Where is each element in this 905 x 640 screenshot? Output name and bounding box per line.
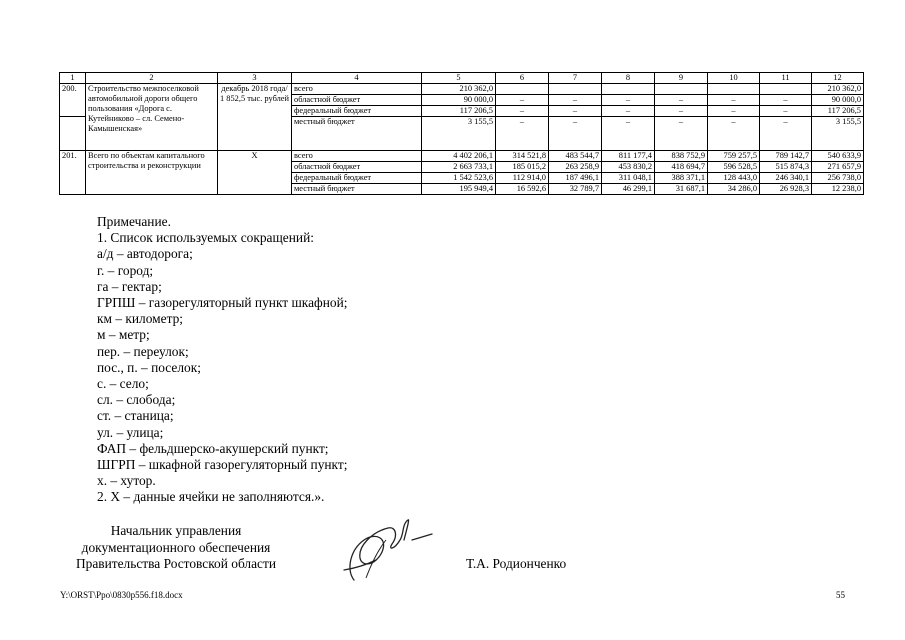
value-cell: – [760, 106, 812, 117]
value-cell: – [496, 117, 549, 151]
note-line: га – гектар; [97, 278, 162, 294]
signatory-position [60, 523, 292, 573]
value-cell: 263 258,9 [549, 162, 602, 173]
value-cell [708, 84, 760, 95]
value-cell: – [655, 117, 708, 151]
value-cell: 838 752,9 [655, 151, 708, 162]
header-cell: 2 [86, 73, 218, 84]
value-cell: 26 928,3 [760, 184, 812, 195]
value-cell: 453 830,2 [602, 162, 655, 173]
value-cell: 271 657,9 [812, 162, 864, 173]
value-cell: 90 000,0 [422, 95, 496, 106]
value-cell: 16 592,6 [496, 184, 549, 195]
value-cell: – [655, 106, 708, 117]
value-cell: 2 663 733,1 [422, 162, 496, 173]
value-cell: 3 155,5 [812, 117, 864, 151]
value-cell: 195 949,4 [422, 184, 496, 195]
note-line: ФАП – фельдшерско-акушерский пункт; [97, 440, 329, 456]
value-cell [760, 84, 812, 95]
note-line: с. – село; [97, 376, 149, 392]
value-cell: – [708, 117, 760, 151]
header-cell: 1 [60, 73, 86, 84]
value-cell: 32 789,7 [549, 184, 602, 195]
position-line: Начальник управления [110, 523, 242, 538]
value-cell [602, 84, 655, 95]
row-number-empty [60, 117, 86, 151]
header-cell: 4 [292, 73, 422, 84]
value-cell: 117 206,5 [422, 106, 496, 117]
value-cell: 210 362,0 [812, 84, 864, 95]
value-cell: 256 738,0 [812, 173, 864, 184]
value-cell: 388 371,1 [655, 173, 708, 184]
source-label: всего [292, 84, 422, 95]
source-label: местный бюджет [292, 184, 422, 195]
value-cell: – [549, 95, 602, 106]
value-cell: – [760, 117, 812, 151]
note-block [97, 214, 347, 506]
note-line: 2. Х – данные ячейки не заполняются.». [97, 489, 325, 505]
value-cell: – [708, 95, 760, 106]
value-cell [655, 84, 708, 95]
note-line: г. – город; [97, 262, 154, 278]
value-cell: 314 521,8 [496, 151, 549, 162]
header-cell: 3 [218, 73, 292, 84]
source-label: федеральный бюджет [292, 173, 422, 184]
value-cell: 418 694,7 [655, 162, 708, 173]
header-cell: 11 [760, 73, 812, 84]
value-cell [549, 84, 602, 95]
value-cell: 1 542 523,6 [422, 173, 496, 184]
value-cell: 90 000,0 [812, 95, 864, 106]
note-line: км – километр; [97, 311, 184, 327]
note-line: м – метр; [97, 327, 150, 343]
note-line: ст. – станица; [97, 408, 174, 424]
source-label: областной бюджет [292, 95, 422, 106]
handwritten-signature [336, 510, 446, 585]
row-number: 200. [60, 84, 86, 117]
table-header-row [60, 73, 864, 84]
file-path: Y:\ORST\Ppo\0830p556.f18.docx [60, 590, 183, 600]
value-cell: – [602, 117, 655, 151]
note-line: ГРПШ – газорегуляторный пункт шкафной; [97, 295, 348, 311]
page-number: 55 [836, 590, 845, 600]
value-cell: 246 340,1 [760, 173, 812, 184]
note-line: сл. – слобода; [97, 392, 176, 408]
value-cell: 185 015,2 [496, 162, 549, 173]
object-term: декабрь 2018 года/ 1 852,5 тыс. рублей [218, 84, 292, 151]
signatory-name: Т.А. Родионченко [466, 556, 567, 571]
note-line: х. – хутор. [97, 473, 156, 489]
header-cell: 8 [602, 73, 655, 84]
value-cell: – [602, 106, 655, 117]
value-cell: – [655, 95, 708, 106]
value-cell: 759 257,5 [708, 151, 760, 162]
note-line: а/д – автодорога; [97, 246, 193, 262]
note-line: пер. – переулок; [97, 343, 189, 359]
value-cell: – [549, 117, 602, 151]
object-name: Всего по объектам капитального строительства и реконструкции [86, 151, 218, 195]
value-cell: 3 155,5 [422, 117, 496, 151]
position-line: документационного обеспечения [81, 539, 271, 555]
header-cell: 9 [655, 73, 708, 84]
value-cell: 515 874,3 [760, 162, 812, 173]
object-name: Строительство межпоселковой автомобильной дороги общего пользования «Дорога с. Кутейниково – сл. Семено-Камышенская» [86, 84, 218, 151]
value-cell: 596 528,5 [708, 162, 760, 173]
value-cell: 483 544,7 [549, 151, 602, 162]
value-cell: 4 402 206,1 [422, 151, 496, 162]
value-cell: 12 238,0 [812, 184, 864, 195]
source-label: федеральный бюджет [292, 106, 422, 117]
value-cell: 31 687,1 [655, 184, 708, 195]
value-cell: 540 633,9 [812, 151, 864, 162]
value-cell: 311 048,1 [602, 173, 655, 184]
note-line: ул. – улица; [97, 424, 164, 440]
value-cell: – [708, 106, 760, 117]
value-cell: – [549, 106, 602, 117]
header-cell: 6 [496, 73, 549, 84]
value-cell: 34 286,0 [708, 184, 760, 195]
value-cell [496, 84, 549, 95]
position-line: Правительства Ростовской области [75, 556, 277, 571]
value-cell: 117 206,5 [812, 106, 864, 117]
source-label: местный бюджет [292, 117, 422, 151]
header-cell: 12 [812, 73, 864, 84]
budget-table [59, 72, 864, 195]
object-term: Х [218, 151, 292, 195]
note-line: ШГРП – шкафной газорегуляторный пункт; [97, 457, 348, 473]
table-row [60, 151, 864, 162]
value-cell: 46 299,1 [602, 184, 655, 195]
value-cell: 210 362,0 [422, 84, 496, 95]
value-cell: 128 443,0 [708, 173, 760, 184]
value-cell: – [602, 95, 655, 106]
header-cell: 5 [422, 73, 496, 84]
note-title: Примечание. [97, 214, 171, 229]
value-cell: 187 496,1 [549, 173, 602, 184]
header-cell: 7 [549, 73, 602, 84]
value-cell: – [496, 95, 549, 106]
value-cell: – [496, 106, 549, 117]
header-cell: 10 [708, 73, 760, 84]
row-number: 201. [60, 151, 86, 195]
value-cell: 789 142,7 [760, 151, 812, 162]
source-label: областной бюджет [292, 162, 422, 173]
value-cell: – [760, 95, 812, 106]
value-cell: 112 914,0 [496, 173, 549, 184]
note-line: пос., п. – поселок; [97, 359, 201, 375]
table-row [60, 84, 864, 95]
value-cell: 811 177,4 [602, 151, 655, 162]
note-line: 1. Список используемых сокращений: [97, 230, 314, 246]
source-label: всего [292, 151, 422, 162]
